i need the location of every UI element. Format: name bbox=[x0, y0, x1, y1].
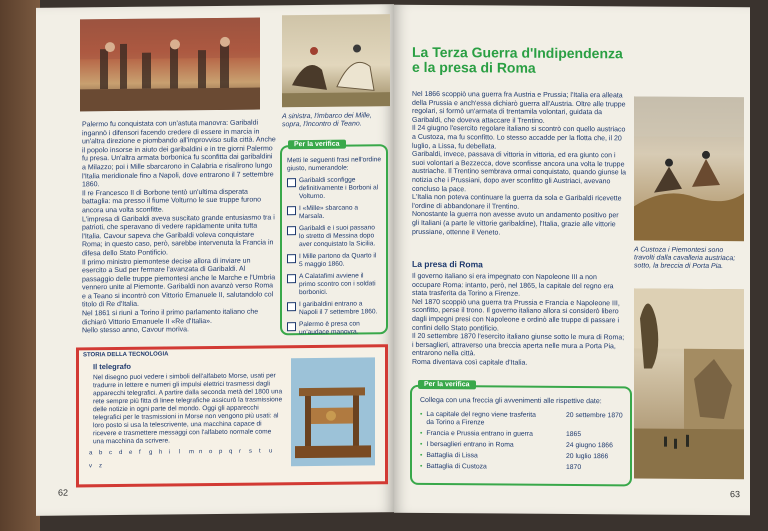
verify-item: Garibaldi e i suoi passano lo stretto di Messina dopo aver conquistato la Sicilia. bbox=[287, 224, 381, 249]
date-label[interactable]: 24 giugno 1866 bbox=[566, 441, 613, 450]
photo-breccia-porta-pia bbox=[634, 288, 744, 479]
technology-tag: STORIA DELLA TECNOLOGIA bbox=[83, 351, 169, 359]
page-title: La Terza Guerra d'Indipendenza e la presa di Roma bbox=[412, 43, 623, 76]
page-number-right: 63 bbox=[730, 489, 741, 500]
verify-tag: Per la verifica bbox=[288, 140, 346, 150]
right-paragraph: Roma diventava così capitale d'Italia. bbox=[412, 358, 528, 367]
right-verify-box bbox=[410, 380, 632, 487]
right-paragraph: Il 24 giugno l'esercito regolare italiano si scontrò con quello austriaco a Custoza, ma fu sconfitto. Lo stesso accadde per la flotta che, il 20 luglio, a Lissa, fu debellata. bbox=[412, 125, 626, 151]
verify-instructions: Metti le seguenti frasi nell'ordine giusto, numerandole: bbox=[287, 156, 381, 173]
morse-letter: g bbox=[149, 449, 153, 456]
telegraph-photo bbox=[291, 357, 375, 466]
date-label[interactable]: 20 settembre 1870 bbox=[566, 411, 623, 420]
left-paragraph: Il re Francesco II di Borbone tentò un'ultima disperata battaglia: ma presso il fiume Volturno le sue truppe furono ancora una volta sconfitte. bbox=[82, 188, 261, 215]
left-paragraph: L'impresa di Garibaldi aveva suscitato grande entusiasmo tra i patrioti, che speravano di vedere rapidamente unita tutta l'Italia. Cavour sapeva che Garibaldi voleva conquistare Roma; in questo caso, però, sarebbe intervenuta la Francia in difesa dello Stato Pontificio. bbox=[82, 213, 275, 258]
number-box[interactable] bbox=[287, 254, 296, 263]
match-row: • Francia e Prussia entrano in guerra 1865 bbox=[420, 430, 624, 439]
right-body-text-2 bbox=[412, 273, 626, 369]
event-label[interactable]: Battaglia di Lissa bbox=[426, 451, 478, 460]
page-number-left: 62 bbox=[58, 487, 69, 498]
left-body-text bbox=[82, 119, 276, 336]
event-label[interactable]: Francia e Prussia entrano in guerra bbox=[426, 429, 533, 438]
right-paragraph: Nel 1866 scoppiò una guerra fra Austria e Prussia; l'Italia era alleata della Prussia e anch'essa dichiarò guerra all'Austria. Oltre alle truppe regolari, si formò un'armata di trentamila volontari, guidata da Garibaldi, che doveva attaccare il Trentino. bbox=[412, 90, 626, 125]
match-row: • Battaglia di Custoza 1870 bbox=[420, 463, 624, 472]
morse-letter: p bbox=[219, 448, 223, 455]
left-verify-box bbox=[280, 140, 388, 337]
verify-item: Garibaldi sconfigge definitivamente i Borboni al Volturno. bbox=[287, 176, 381, 201]
morse-letter: u bbox=[269, 448, 273, 455]
match-row: • La capitale del regno viene trasferita da Torino a Firenze 20 settembre 1870 bbox=[420, 410, 623, 427]
verify-item: I garibaldini entrano a Napoli il 7 settembre 1860. bbox=[287, 300, 381, 317]
morse-alphabet bbox=[89, 448, 285, 474]
morse-letter: r bbox=[239, 448, 241, 455]
morse-letter: l bbox=[179, 449, 181, 456]
morse-letter: q bbox=[229, 448, 233, 455]
match-row: • Battaglia di Lissa 20 luglio 1866 bbox=[420, 452, 624, 461]
date-label[interactable]: 20 luglio 1866 bbox=[566, 452, 609, 461]
morse-letter: m bbox=[189, 449, 194, 456]
morse-letter: h bbox=[159, 449, 163, 456]
date-label[interactable]: 1870 bbox=[566, 463, 582, 472]
number-box[interactable] bbox=[287, 322, 296, 331]
section-subheading: La presa di Roma bbox=[412, 258, 483, 270]
morse-letter: z bbox=[99, 463, 102, 470]
verify-item: I «Mille» sbarcano a Marsala. bbox=[287, 204, 381, 221]
event-label[interactable]: La capitale del regno viene trasferita da Torino a Firenze bbox=[426, 410, 536, 427]
verify-item: I Mille partono da Quarto il 5 maggio 1860. bbox=[287, 252, 381, 269]
morse-letter: c bbox=[109, 450, 112, 457]
right-paragraph: Il 20 settembre 1870 l'esercito italiano giunse sotto le mura di Roma; i bersaglieri, attraverso una breccia aperta nelle mura a Porta Pia, entrarono nella città. bbox=[412, 333, 625, 358]
number-box[interactable] bbox=[287, 178, 296, 187]
morse-letter: d bbox=[119, 449, 123, 457]
painting-imbarco-dei-mille bbox=[80, 18, 260, 112]
technology-title: Il telegrafo bbox=[93, 361, 131, 372]
event-label[interactable]: Battaglia di Custoza bbox=[426, 462, 487, 471]
morse-letter: i bbox=[169, 449, 171, 456]
left-paragraph: Nello stesso anno, Cavour moriva. bbox=[82, 326, 189, 335]
number-box[interactable] bbox=[287, 302, 296, 311]
number-box[interactable] bbox=[287, 226, 296, 235]
morse-letter: t bbox=[259, 448, 261, 455]
right-body-text bbox=[412, 91, 626, 239]
right-page bbox=[394, 5, 750, 515]
painting-custoza bbox=[634, 96, 744, 241]
left-paragraph: Nel 1861 si riunì a Torino il primo parlamento italiano che dichiarò Vittorio Emanuele II «Re d'Italia». bbox=[82, 308, 259, 327]
morse-letter: v bbox=[89, 463, 92, 470]
morse-letter: n bbox=[199, 449, 203, 456]
technology-text: Nel disegno puoi vedere i simboli dell'alfabeto Morse, usati per tradurre in lettere e numeri gli impulsi elettrici trasmessi dagli apparecchi telegrafici. A partire dalla seconda metà del 1800 una rete sempre più fitta di linee telegrafiche assicurò la trasmissione delle notizie in ogni parte del mondo. Oggi gli apparecchi telegrafici per le trasmissioni in Morse non vengono più usati: al loro posto si usa la telescrivente, una macchina capace di ricevere e trasmettere messaggi con l'alfabeto normale come una macchina da scrivere. bbox=[93, 372, 283, 446]
right-paragraph: Nel 1870 scoppiò una guerra tra Prussia e Francia e Napoleone III, sconfitto, perse il trono. Il governo italiano allora si considerò libero dagli impegni presi con Napoleone e ordinò alle truppe di passare i confini dello Stato pontificio. bbox=[412, 298, 620, 333]
left-paragraph: Il primo ministro piemontese decise allora di inviare un esercito a Sud per fermare l'avanzata di Garibaldi. Al passaggio delle truppe piemontesi anche le Marche e l'Umbria vennero unite al Piemonte. Garibaldi non avanzò verso Roma e a Teano si incontrò con Vittorio Emanuele II, salutandolo col titolo di Re d'Italia. bbox=[82, 257, 276, 309]
verify-item: Palermo è presa con un'audace manovra. bbox=[287, 320, 381, 337]
date-label[interactable]: 1865 bbox=[566, 430, 582, 439]
number-box[interactable] bbox=[287, 274, 296, 283]
morse-letter: e bbox=[129, 449, 133, 456]
verify-tag: Per la verifica bbox=[418, 380, 476, 389]
morse-letter: f bbox=[139, 449, 141, 456]
verify-item: A Calatafimi avviene il primo scontro con i soldati borbonici. bbox=[287, 272, 381, 297]
morse-letter: s bbox=[249, 448, 252, 455]
morse-letter: o bbox=[209, 449, 213, 456]
technology-box bbox=[76, 344, 388, 487]
right-paragraph: Nonostante la guerra non avesse avuto un andamento positivo per gli Italiani (a parte le vittorie garibaldine), l'Italia, grazie alle vittorie prussiane, ottenne il Veneto. bbox=[412, 211, 619, 236]
left-image-caption: A sinistra, l'imbarco dei Mille, sopra, l'incontro di Teano. bbox=[282, 112, 372, 129]
left-paragraph: Palermo fu conquistata con un'astuta manovra: Garibaldi ingannò i difensori facendo credere di essere in marcia in un'altra direzione e piombando all'improvviso sulla città. Anche il popolo insorse in aiuto dei garibaldini e in tre giorni Palermo fu presa. Un'altra armata borbonica fu sconfitta dai garibaldini a Milazzo; poi i Mille sbarcarono in Calabria e risalirono lungo l'Italia meridionale fino a Napoli, dove entrarono il 7 settembre 1860. bbox=[82, 119, 276, 189]
event-label[interactable]: I bersaglieri entrano in Roma bbox=[426, 440, 514, 449]
right-paragraph: Il governo italiano si era impegnato con Napoleone III a non occupare Roma: intanto, però, nel 1865, la capitale del regno era stata trasferita da Torino a Firenze. bbox=[412, 272, 614, 298]
painting-incontro-di-teano bbox=[282, 14, 390, 107]
number-box[interactable] bbox=[287, 206, 296, 215]
left-page bbox=[36, 4, 394, 516]
morse-letter: a bbox=[89, 450, 93, 457]
right-image-caption: A Custoza i Piemontesi sono travolti dalla cavalleria austriaca; sotto, la breccia di Porta Pia. bbox=[634, 246, 736, 271]
verify-instructions: Collega con una freccia gli avvenimenti alle rispettive date: bbox=[420, 396, 602, 406]
morse-letter: b bbox=[99, 450, 103, 457]
match-row: • I bersaglieri entrano in Roma 24 giugno 1866 bbox=[420, 441, 624, 450]
open-book bbox=[22, 6, 752, 520]
right-paragraph: Garibaldi, invece, passava di vittoria in vittoria, ed era giunto con i suoi volontari a Bezzecca, dove sconfisse ancora una volta le truppe austriache. Il Trentino sembrava ormai conquistato, quando giunse la notizia che i Prussiani, dopo aver sconfitto gli Austriaci, avevano concluso la pace. bbox=[412, 151, 627, 193]
right-paragraph: L'Italia non poteva continuare la guerra da sola e Garibaldi ricevette l'ordine di abbandonare il Trentino. bbox=[412, 194, 622, 211]
